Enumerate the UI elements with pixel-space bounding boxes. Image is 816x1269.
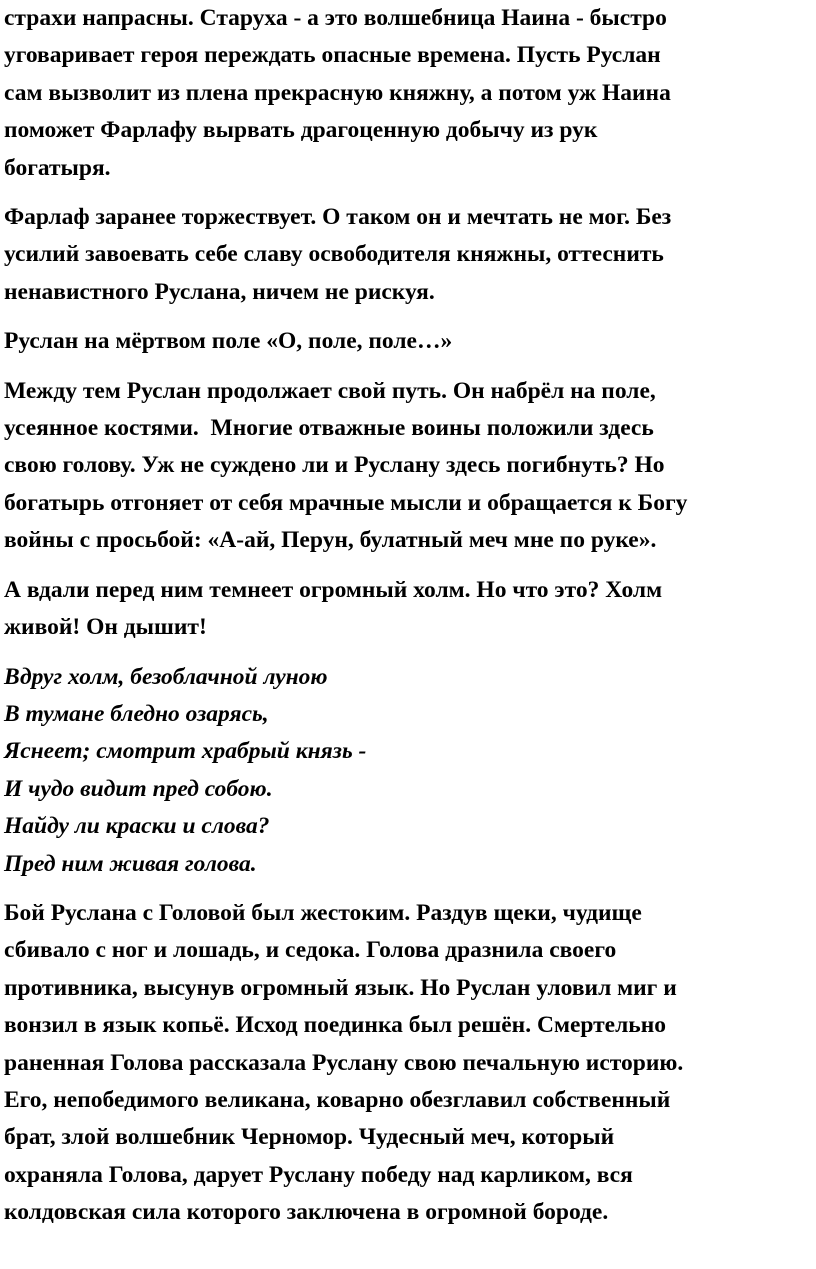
text-line: противника, высунув огромный язык. Но Руслан уловил миг и <box>4 974 677 1001</box>
text-line: уговаривает героя переждать опасные времена. Пусть Руслан <box>4 42 661 69</box>
heading-line: Руслан на мёртвом поле «О, поле, поле…» <box>4 328 453 355</box>
document-page <box>4 0 810 1244</box>
text-line: богатырь отгоняет от себя мрачные мысли и обращается к Богу <box>4 489 688 516</box>
paragraph-battle-with-head <box>4 895 810 1232</box>
text-line: А вдали перед ним темнеет огромный холм. Но что это? Холм <box>4 576 663 603</box>
text-line: вонзил в язык копьё. Исход поединка был решён. Смертельно <box>4 1012 667 1039</box>
text-line: поможет Фарлафу вырвать драгоценную добычу из рук <box>4 117 598 144</box>
text-line: сам вызволит из плена прекрасную княжну, а потом уж Наина <box>4 79 671 106</box>
paragraph-farlaf-triumph <box>4 199 810 311</box>
text-line: усеянное костями. Многие отважные воины положили здесь <box>4 415 654 442</box>
text-line: Бой Руслана с Головой был жестоким. Раздув щеки, чудище <box>4 899 642 926</box>
text-line: раненная Голова рассказала Руслану свою печальную историю. <box>4 1049 684 1076</box>
verse-line: Яснеет; смотрит храбрый князь - <box>4 738 367 765</box>
verse-line: Найду ли краски и слова? <box>4 813 270 840</box>
text-line: Фарлаф заранее торжествует. О таком он и мечтать не мог. Без <box>4 204 672 231</box>
verse-quote <box>4 659 810 883</box>
verse-line: Вдруг холм, безоблачной луною <box>4 663 328 690</box>
text-line: богатыря. <box>4 154 111 181</box>
text-line: живой! Он дышит! <box>4 614 207 641</box>
text-line: страхи напрасны. Старуха - а это волшебница Наина - быстро <box>4 5 667 31</box>
text-line: Между тем Руслан продолжает свой путь. Он набрёл на поле, <box>4 377 656 404</box>
text-line: свою голову. Уж не суждено ли и Руслану здесь погибнуть? Но <box>4 452 665 479</box>
text-line: сбивало с ног и лошадь, и седока. Голова дразнила своего <box>4 937 617 964</box>
verse-line: В тумане бледно озарясь, <box>4 700 269 727</box>
text-line: брат, злой волшебник Черномор. Чудесный меч, который <box>4 1124 615 1151</box>
text-line: войны с просьбой: «А-ай, Перун, булатный меч мне по руке». <box>4 527 657 554</box>
section-heading <box>4 323 810 360</box>
paragraph-living-hill <box>4 572 810 647</box>
verse-line: Пред ним живая голова. <box>4 850 257 877</box>
verse-line: И чудо видит пред собою. <box>4 775 273 802</box>
text-line: охраняла Голова, дарует Руслану победу над карликом, вся <box>4 1161 633 1188</box>
text-line: Его, непобедимого великана, коварно обезглавил собственный <box>4 1086 671 1113</box>
text-line: колдовская сила которого заключена в огромной бороде. <box>4 1199 609 1226</box>
text-line: ненавистного Руслана, ничем не рискуя. <box>4 278 435 305</box>
text-line: усилий завоевать себе славу освободителя княжны, оттеснить <box>4 241 664 268</box>
paragraph-dead-field <box>4 373 810 560</box>
paragraph-nainas-plan <box>4 0 810 187</box>
